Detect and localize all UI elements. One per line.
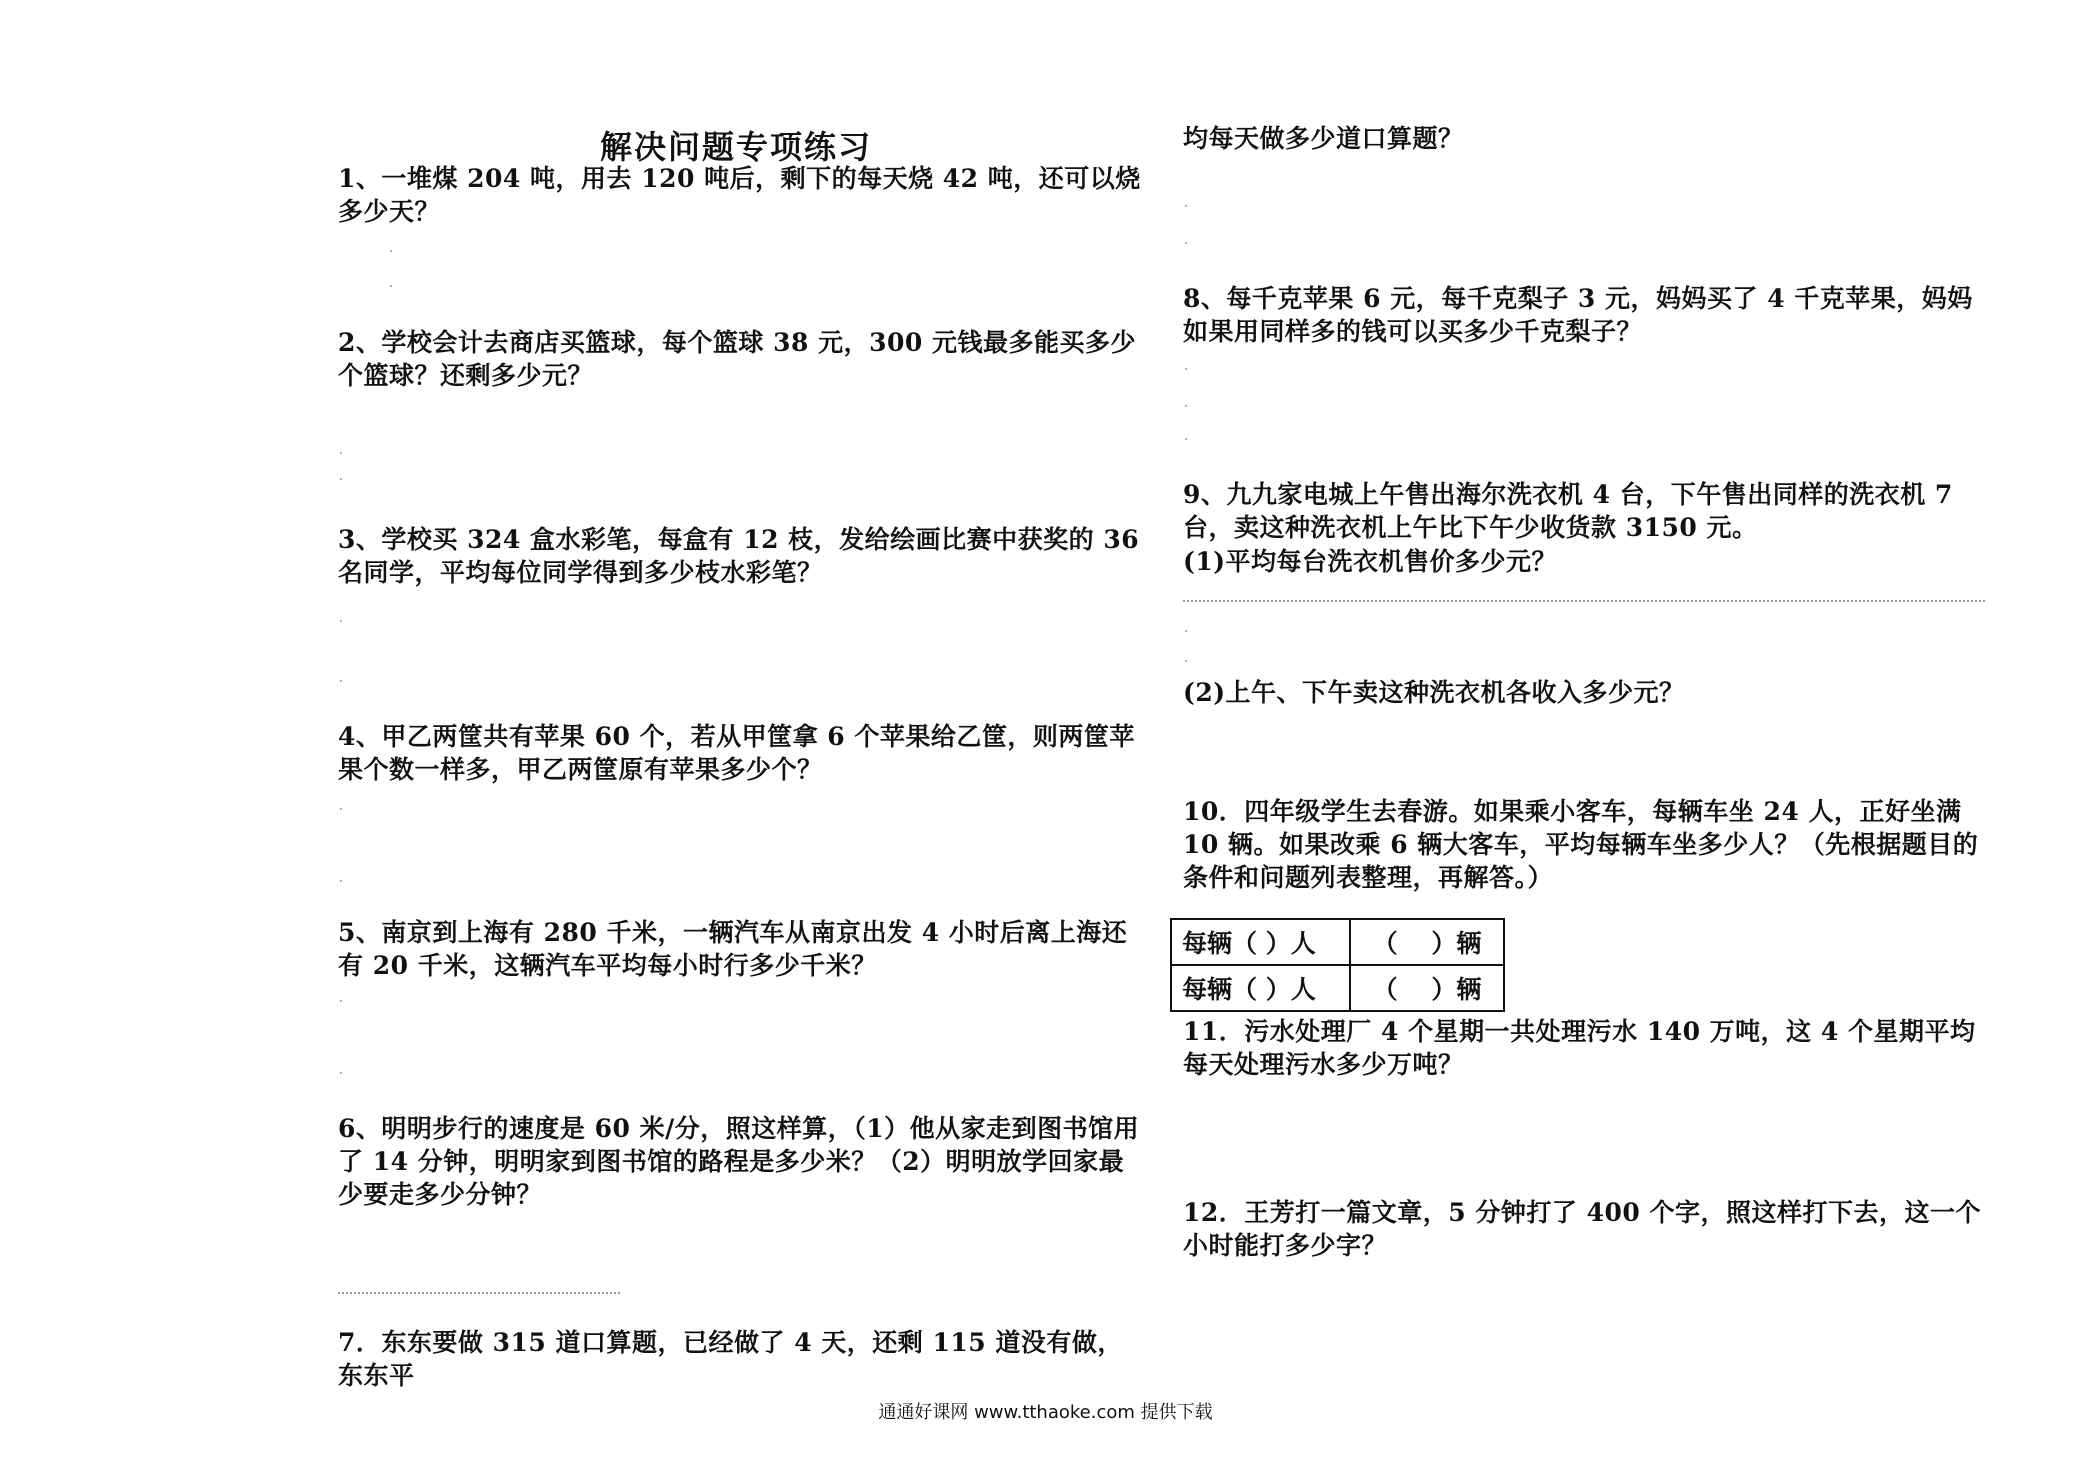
dot-mark [1185, 630, 1187, 632]
question-7-continued: 均每天做多少道口算题？ [1183, 124, 1464, 153]
table-row [1171, 919, 1504, 965]
dot-mark [340, 452, 342, 454]
table-row [1171, 965, 1504, 1011]
dot-mark [1185, 205, 1187, 207]
answer-table [1170, 918, 1505, 1012]
question-2: 2、学校会计去商店买篮球，每个篮球 38 元，300 元钱最多能买多少个篮球？还剩多少元？ [338, 328, 1136, 390]
dot-mark [340, 1072, 342, 1074]
dot-mark [1185, 368, 1187, 370]
question-9: 9、九九家电城上午售出海尔洗衣机 4 台，下午售出同样的洗衣机 7 台，卖这种洗衣机上午比下午少收货款 3150 元。 [1183, 480, 1953, 542]
dot-mark [1185, 438, 1187, 440]
dot-mark [1185, 405, 1187, 407]
question-6: 6、明明步行的速度是 60 米/分，照这样算，（1）他从家走到图书馆用了 14 分钟，明明家到图书馆的路程是多少米？（2）明明放学回家最少要走多少分钟？ [338, 1114, 1140, 1209]
question-5: 5、南京到上海有 280 千米，一辆汽车从南京出发 4 小时后离上海还有 20 千米，这辆汽车平均每小时行多少千米？ [338, 918, 1128, 980]
question-9-part-1: (1)平均每台洗衣机售价多少元？ [1183, 547, 1558, 576]
table-cell: 每辆（ ）人 [1171, 965, 1350, 1011]
dotted-line [1183, 600, 1985, 602]
dot-mark [390, 250, 392, 252]
dot-mark [340, 808, 342, 810]
dotted-line [338, 1292, 620, 1294]
question-3: 3、学校买 324 盒水彩笔，每盒有 12 枝，发给绘画比赛中获奖的 36 名同学，平均每位同学得到多少枝水彩笔？ [338, 525, 1140, 587]
dot-mark [390, 285, 392, 287]
dot-mark [1185, 660, 1187, 662]
question-10: 10．四年级学生去春游。如果乘小客车，每辆车坐 24 人，正好坐满 10 辆。如果改乘 6 辆大客车，平均每辆车坐多少人？（先根据题目的条件和问题列表整理，再解答。） [1183, 797, 1979, 892]
dot-mark [1185, 242, 1187, 244]
dot-mark [340, 680, 342, 682]
footer: 通通好课网 www.tthaoke.com 提供下载 [878, 1402, 1213, 1423]
question-11: 11．污水处理厂 4 个星期一共处理污水 140 万吨，这 4 个星期平均每天处理污水多少万吨？ [1183, 1017, 1976, 1079]
question-4: 4、甲乙两筐共有苹果 60 个，若从甲筐拿 6 个苹果给乙筐，则两筐苹果个数一样多，甲乙两筐原有苹果多少个？ [338, 722, 1135, 784]
question-12: 12．王芳打一篇文章，5 分钟打了 400 个字，照这样打下去，这一个小时能打多少字？ [1183, 1198, 1981, 1260]
question-8: 8、每千克苹果 6 元，每千克梨子 3 元，妈妈买了 4 千克苹果，妈妈如果用同样多的钱可以买多少千克梨子？ [1183, 284, 1973, 346]
question-1: 1、一堆煤 204 吨，用去 120 吨后，剩下的每天烧 42 吨，还可以烧多少天？ [338, 164, 1141, 226]
question-7: 7．东东要做 315 道口算题，已经做了 4 天，还剩 115 道没有做，东东平 [338, 1328, 1123, 1390]
dot-mark [340, 620, 342, 622]
dot-mark [340, 478, 342, 480]
question-9-part-2: (2)上午、下午卖这种洗衣机各收入多少元？ [1183, 678, 1685, 707]
table-cell: （ ）辆 [1350, 965, 1504, 1011]
page-title: 解决问题专项练习 [600, 128, 873, 166]
dot-mark [340, 1000, 342, 1002]
dot-mark [340, 880, 342, 882]
table-cell: （ ）辆 [1350, 919, 1504, 965]
table-cell: 每辆（ ）人 [1171, 919, 1350, 965]
